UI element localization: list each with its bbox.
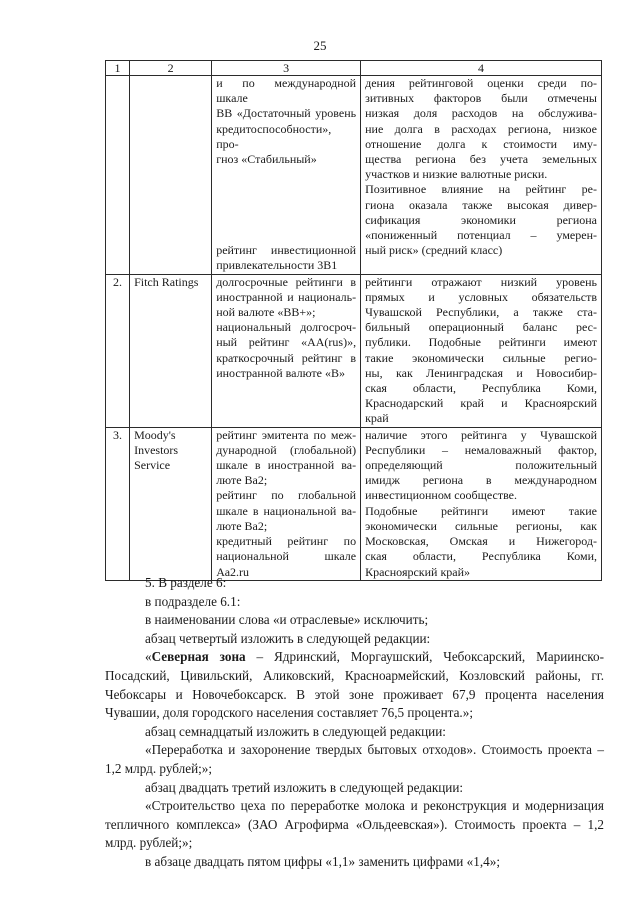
body-text [105,574,604,872]
text-line: национальной шкале [216,549,357,564]
text-line: рейтинги отражают низкий уровень [365,274,597,289]
column-header: 2 [130,61,212,76]
blank-line [216,213,356,228]
text-line: дения рейтинговой оценки среди по- [365,76,597,90]
blank-line [216,182,356,197]
text-line: отношение долга к стоимости иму- [365,136,597,151]
text-line: прямых и условных обязательств [365,289,597,304]
text-line: иностранной валюте «В» [216,365,345,380]
agency-name-line: Fitch Ratings [134,274,199,289]
blank-line [216,198,356,213]
paragraph: «Переработка и захоронение твердых бытовых отходов». Стоимость проекта – 1,2 млрд. рублей;»; [105,742,604,776]
text-line: люте Ва2; [216,473,268,488]
text-line: зитивных факторов были отмечены [365,91,597,106]
text-line: участков и низкие валютные риски. [365,167,548,182]
text-line: экономически сильные регионы, как [365,518,597,533]
text-line: гиона оказала также высокая дивер- [365,197,597,212]
text-line: шкале в национальной ва- [216,503,357,518]
text-line: Московская, Омская и Нижегород- [365,534,597,549]
blank-line [216,228,356,243]
blank-line [216,167,356,182]
text-line: люте Ва2; [216,518,268,533]
text-line: ный риск» (средний класс) [365,243,503,258]
table-row [106,274,602,427]
agency-cell [130,274,212,427]
text-line: бильный операционный баланс рес- [365,320,597,335]
text-line: рейтинг по глобальной [216,488,357,503]
paragraph: в наименовании слова «и отраслевые» исключить; [145,612,429,628]
description-cell [361,427,602,580]
text-line: ние долга в расходах региона, низкое [365,121,597,136]
text-line: имидж региона в международном [365,473,597,488]
text-line: инвестиционном сообществе. [365,488,517,503]
text-line: привлекательности 3В1 [216,258,338,273]
text-line: долгосрочные рейтинги в [216,274,357,289]
text-line: Краснодарский край и Красноярский [365,396,597,411]
agency-name-line: Investors [134,442,179,457]
text-line: гноз «Стабильный» [216,152,317,167]
text-line: ны, как Ленинградская и Новосибир- [365,365,597,380]
paragraph: в абзаце двадцать пятом цифры «1,1» заменить цифрами «1,4»; [145,853,500,869]
page-number: 25 [313,38,327,53]
text-line: «пониженный потенциал – умерен- [365,228,597,243]
row-number: 3. [106,427,130,580]
text-line: краткосрочный рейтинг в [216,350,357,365]
text-line: ный рейтинг «АА(rus)», [216,335,357,350]
bold-term: Северная зона [151,649,246,665]
text-line: низкая доля расходов на обслужива- [365,106,597,121]
text-line: и по международной шкале [216,76,357,106]
text-line: рейтинг эмитента по меж- [216,427,357,442]
column-header: 1 [106,61,130,76]
rating-cell [212,427,361,580]
description-cell [361,274,602,427]
text-line: определяющий положительный [365,458,597,473]
agency-name-line: Service [134,458,171,473]
text-line: сификация экономики региона [365,212,597,227]
paragraph: абзац двадцать третий изложить в следующей редакции: [145,779,464,795]
text-line: кредитоспособности», про- [216,121,332,151]
column-header: 4 [361,61,602,76]
text-line: Подобные рейтинги имеют такие [365,503,597,518]
text-line: ская области, Республика Коми, [365,381,597,396]
agency-name-line: Moody's [134,427,176,442]
text-line: ВВ «Достаточный уровень [216,106,357,121]
agency-cell [130,76,212,275]
text-line: щества региона без учета земельных [365,152,597,167]
text-line: Чувашской Республики, а также ста- [365,305,597,320]
description-cell [361,76,602,275]
table-row [106,427,602,580]
text-line: Аа2.ru [216,564,250,579]
paragraph: в подразделе 6.1: [145,593,241,609]
text-line: край [365,411,389,426]
text-line: ская области, Республика Коми, [365,549,597,564]
rating-cell [212,76,361,275]
text-line: Республики – немаловажный фактор, [365,442,597,457]
paragraph: «Строительство цеха по переработке молока и реконструкция и модернизация тепличного комплекса» (ЗАО Агрофирма «Ольдеевская»). Стоимость проекта – 1,2 млрд. рублей;»; [105,798,604,851]
agency-cell [130,427,212,580]
text-line: дународной (глобальной) [216,442,357,457]
paragraph: абзац семнадцатый изложить в следующей редакции: [145,723,446,739]
paragraph: абзац четвертый изложить в следующей редакции: [145,630,431,646]
text-line: ной валюте «ВВ+»; [216,305,316,320]
ratings-table [105,60,602,581]
text-line: шкале в иностранной ва- [216,458,357,473]
paragraph-text: – Ядринский, Моргаушский, Чебоксарский, Мариинско-Посадский, Цивильский, Аликовский, Красноармейский, Козловский районы, гг. Чебоксары и Новочебоксарск. В этой зоне проживает 67,9 процента населения Чувашии, доля городского населения составляет 76,5 процента.»; [105,649,604,721]
row-number [106,76,130,275]
text-line: такие экономически сильные регио- [365,350,597,365]
text-line: кредитный рейтинг по [216,534,357,549]
rating-cell [212,274,361,427]
text-line: национальный долгосроч- [216,320,357,335]
text-line: Красноярский край» [365,564,471,579]
text-line: иностранной и националь- [216,289,357,304]
text-line: наличие этого рейтинга у Чувашской [365,427,597,442]
table-row [106,76,602,275]
text-line: публики. Подобные рейтинги имеют [365,335,597,350]
paragraph-northern-zone [105,648,604,722]
quote-mark: « [145,649,152,665]
row-number: 2. [106,274,130,427]
text-line: Позитивное влияние на рейтинг ре- [365,182,597,197]
paragraph: 5. В разделе 6: [145,575,227,590]
table-header-row [106,61,602,76]
text-line: рейтинг инвестиционной [216,243,357,258]
column-header: 3 [212,61,361,76]
